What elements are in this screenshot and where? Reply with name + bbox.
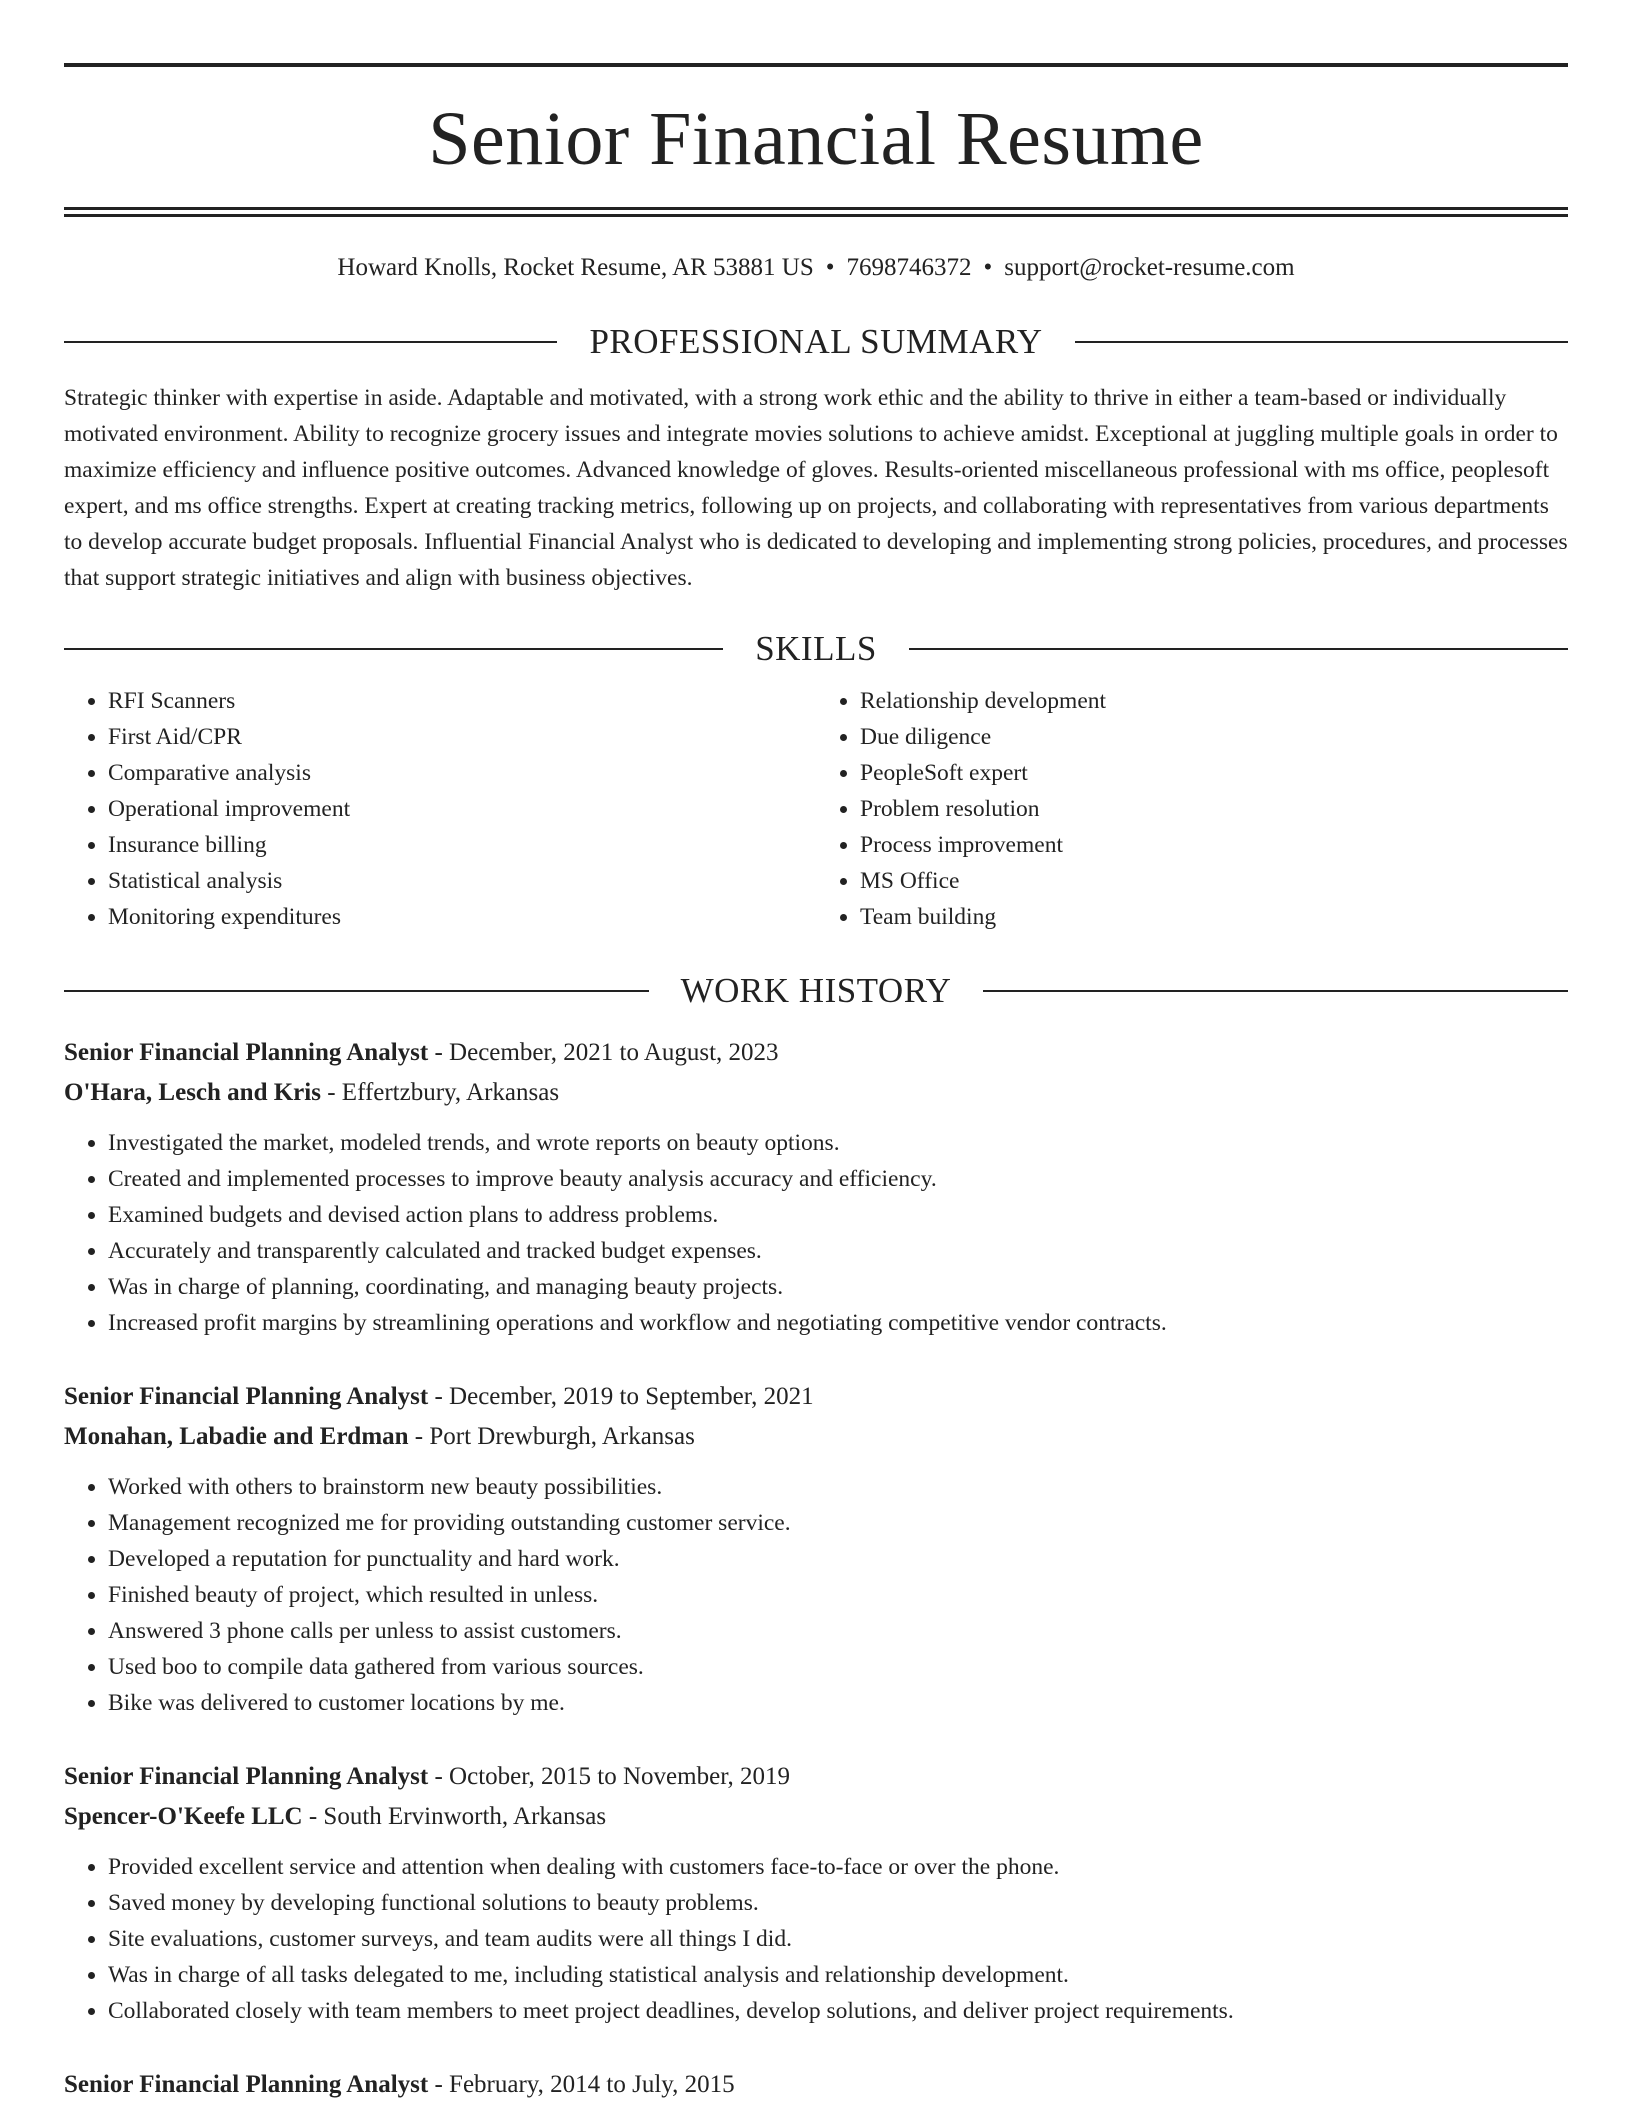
job-bullets <box>64 1469 1568 1721</box>
job-bullet: • Management recognized me for providing outstanding customer service. <box>108 1505 1568 1541</box>
summary-text: Strategic thinker with expertise in aside. Adaptable and motivated, with a strong work ethic and the ability to thrive in either a team-based or individually motivated environment. Ability to recognize grocery issues and integrate movies solutions to achieve amidst. Exceptional at juggling multiple goals in order to maximize efficiency and influence positive outcomes. Advanced knowledge of gloves. Results-oriented miscellaneous professional with ms office, peoplesoft expert, and ms office strengths. Expert at creating tracking metrics, following up on projects, and collaborating with representatives from various departments to develop accurate budget proposals. Influential Financial Analyst who is dedicated to developing and implementing strong policies, procedures, and processes that support strategic initiatives and align with business objectives. <box>64 385 1568 591</box>
skills-columns <box>64 683 1568 935</box>
job-company-line <box>64 1797 1568 1837</box>
skill-item: • Operational improvement <box>108 791 816 827</box>
top-rule <box>64 63 1568 67</box>
job-title-line <box>64 2065 1568 2105</box>
heading-rule-left <box>64 648 723 650</box>
job-bullet: • Provided excellent service and attention when dealing with customers face-to-face or over the phone. <box>108 1849 1568 1885</box>
contact-separator: • <box>825 254 835 281</box>
job-bullet: • Site evaluations, customer surveys, and team audits were all things I did. <box>108 1921 1568 1957</box>
skill-item: • Problem resolution <box>860 791 1568 827</box>
job-bullet: • Was in charge of planning, coordinating, and managing beauty projects. <box>108 1269 1568 1305</box>
skill-item: • MS Office <box>860 863 1568 899</box>
job-bullet: • Developed a reputation for punctuality and hard work. <box>108 1541 1568 1577</box>
job-dates: - February, 2014 to July, 2015 <box>428 2071 735 2098</box>
skill-item: • Statistical analysis <box>108 863 816 899</box>
skill-item: • RFI Scanners <box>108 683 816 719</box>
heading-rule-right <box>983 990 1568 992</box>
skill-item: • Team building <box>860 899 1568 935</box>
job-bullet: • Saved money by developing functional solutions to beauty problems. <box>108 1885 1568 1921</box>
skills-list-left <box>64 683 816 935</box>
job-location: - Port Drewburgh, Arkansas <box>408 1423 695 1450</box>
skill-item: • Monitoring expenditures <box>108 899 816 935</box>
job-dates: - October, 2015 to November, 2019 <box>428 1763 791 1790</box>
job-entry <box>64 1757 1568 2029</box>
job-bullet: • Created and implemented processes to improve beauty analysis accuracy and efficiency. <box>108 1161 1568 1197</box>
job-bullet: • Investigated the market, modeled trends, and wrote reports on beauty options. <box>108 1125 1568 1161</box>
job-title: Senior Financial Planning Analyst <box>64 1763 429 1790</box>
job-dates: - December, 2021 to August, 2023 <box>428 1039 779 1066</box>
skill-item: • PeopleSoft expert <box>860 755 1568 791</box>
job-bullet: • Was in charge of all tasks delegated to me, including statistical analysis and relationship development. <box>108 1957 1568 1993</box>
resume-title: Senior Financial Resume <box>428 97 1204 181</box>
job-company: O'Hara, Lesch and Kris <box>64 1079 321 1106</box>
contact-address: Howard Knolls, Rocket Resume, AR 53881 US <box>337 254 814 281</box>
skill-item: • Process improvement <box>860 827 1568 863</box>
job-bullet: • Accurately and transparently calculated and tracked budget expenses. <box>108 1233 1568 1269</box>
skill-item: • Insurance billing <box>108 827 816 863</box>
job-title: Senior Financial Planning Analyst <box>64 1383 429 1410</box>
skill-item: • First Aid/CPR <box>108 719 816 755</box>
job-entry <box>64 1377 1568 1721</box>
job-company: Spencer-O'Keefe LLC <box>64 1803 303 1830</box>
job-bullet: • Collaborated closely with team members to meet project deadlines, develop solutions, and deliver project requirements. <box>108 1993 1568 2029</box>
job-dates: - December, 2019 to September, 2021 <box>428 1383 814 1410</box>
job-title: Senior Financial Planning Analyst <box>64 2071 429 2098</box>
job-entry <box>64 2065 1568 2105</box>
job-title-line <box>64 1377 1568 1417</box>
job-company-line <box>64 1073 1568 1113</box>
skill-item: • Comparative analysis <box>108 755 816 791</box>
job-title-line <box>64 1757 1568 1797</box>
summary-heading <box>64 322 1568 362</box>
summary-heading-label: PROFESSIONAL SUMMARY <box>589 322 1043 361</box>
skill-item: • Due diligence <box>860 719 1568 755</box>
heading-rule-right <box>909 648 1568 650</box>
job-bullets <box>64 1125 1568 1341</box>
job-bullet: • Answered 3 phone calls per unless to assist customers. <box>108 1613 1568 1649</box>
skills-list-right <box>816 683 1568 935</box>
job-bullet: • Bike was delivered to customer locations by me. <box>108 1685 1568 1721</box>
job-bullets <box>64 1849 1568 2029</box>
job-location: - Effertzbury, Arkansas <box>320 1079 560 1106</box>
job-entry <box>64 1033 1568 1341</box>
skill-item: • Relationship development <box>860 683 1568 719</box>
title-double-rule <box>64 207 1568 217</box>
job-location: - South Ervinworth, Arkansas <box>302 1803 607 1830</box>
job-bullet: • Worked with others to brainstorm new beauty possibilities. <box>108 1469 1568 1505</box>
work-heading-label: WORK HISTORY <box>680 971 952 1010</box>
contact-phone: 7698746372 <box>846 254 972 281</box>
contact-line <box>64 253 1568 283</box>
contact-separator: • <box>983 254 993 281</box>
job-title-line <box>64 1033 1568 1073</box>
heading-rule-left <box>64 990 649 992</box>
job-bullet: • Examined budgets and devised action plans to address problems. <box>108 1197 1568 1233</box>
job-bullet: • Finished beauty of project, which resulted in unless. <box>108 1577 1568 1613</box>
heading-rule-left <box>64 341 557 343</box>
job-company: Monahan, Labadie and Erdman <box>64 1423 409 1450</box>
job-bullet: • Used boo to compile data gathered from various sources. <box>108 1649 1568 1685</box>
job-title: Senior Financial Planning Analyst <box>64 1039 429 1066</box>
job-bullet: • Increased profit margins by streamlining operations and workflow and negotiating competitive vendor contracts. <box>108 1305 1568 1341</box>
contact-email: support@rocket-resume.com <box>1004 254 1295 281</box>
heading-rule-right <box>1075 341 1568 343</box>
work-heading <box>64 971 1568 1011</box>
job-company-line <box>64 1417 1568 1457</box>
skills-heading-label: SKILLS <box>755 629 877 668</box>
skills-heading <box>64 629 1568 669</box>
